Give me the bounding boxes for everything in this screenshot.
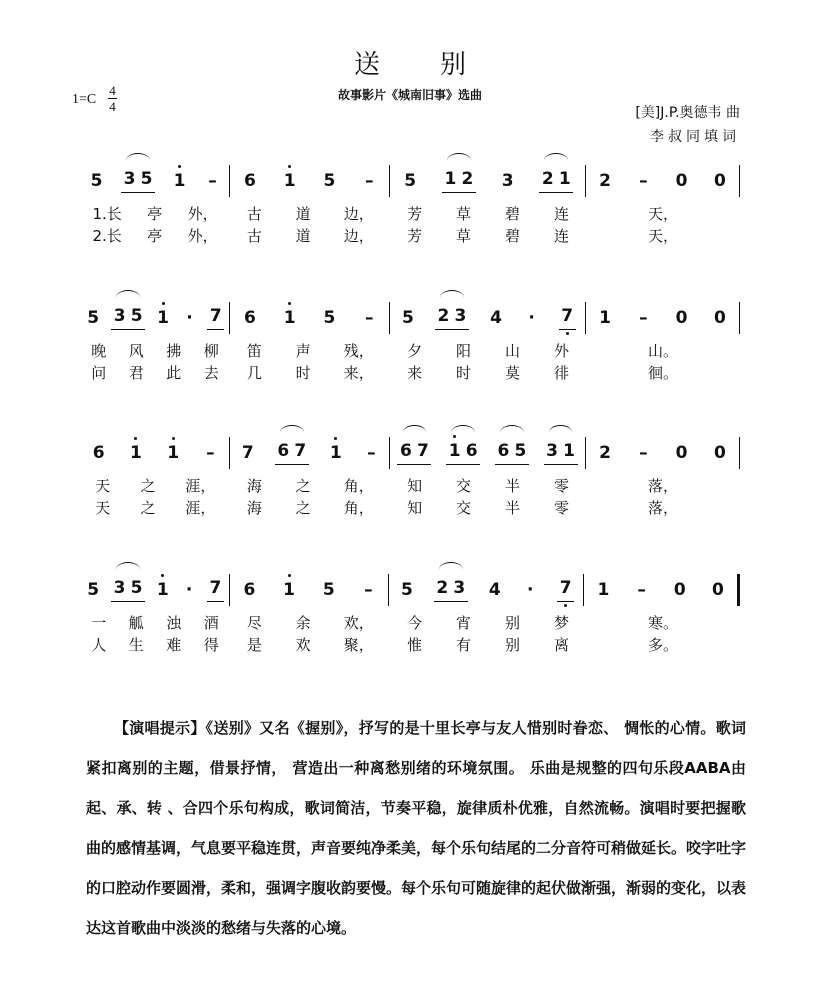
note: 2 (541, 169, 554, 189)
dash: – (367, 443, 376, 463)
high-octave-dot (288, 302, 291, 305)
lyric-syllable: 几 (246, 363, 262, 382)
lyric-syllable: 零 (553, 476, 569, 495)
lyric-syllable: 时 (295, 363, 311, 382)
lyric-syllable: 莫 (504, 363, 520, 382)
lyric-syllable: 交 (456, 476, 472, 495)
lyric-syllable: 浊 (166, 613, 182, 632)
lyric-syllable: 半 (504, 498, 520, 517)
lyrics-row (80, 633, 740, 655)
measure (80, 166, 229, 196)
lyric-syllable: 别 (504, 635, 520, 654)
lyric-syllable: 知 (407, 476, 423, 495)
lyric-syllable: 交 (456, 498, 472, 517)
lyric-syllable: 半 (504, 476, 520, 495)
note: 0 (673, 580, 686, 600)
lyric-syllable: 笛 (246, 341, 262, 360)
lyric-syllable: 徊。 (647, 363, 678, 382)
note: 3 (453, 578, 466, 598)
lyric-syllable: 知 (407, 498, 423, 517)
lyric-syllable: 有 (456, 635, 472, 654)
lyrics-row (80, 339, 740, 361)
slur (549, 425, 573, 440)
note: 6 (465, 441, 478, 461)
measure (230, 303, 389, 333)
note: 1 (281, 308, 298, 328)
eighth-note-group (207, 306, 224, 330)
note: 3 (546, 441, 558, 461)
lyric-measure (80, 340, 230, 361)
high-octave-dot (334, 437, 337, 440)
lyric-syllable: 声 (295, 341, 311, 360)
lyric-syllable: 拂 (166, 341, 182, 360)
lyric-syllable: 余 (295, 613, 311, 632)
eighth-note-group (397, 441, 431, 465)
lyric-syllable: 问 (91, 363, 107, 382)
note: 1 (155, 308, 172, 328)
dash: – (364, 171, 374, 191)
lyric-syllable: 芳 (407, 204, 423, 223)
lyric-syllable: 柳 (203, 341, 219, 360)
lyric-syllable: 欢 (295, 635, 311, 654)
lyric-measure (390, 225, 586, 246)
eighth-note-group (111, 578, 145, 602)
lyric-syllable: 尽 (246, 613, 262, 632)
lyric-measure (230, 612, 390, 633)
lyric-syllable: 海 (246, 498, 262, 517)
eighth-note-group (435, 306, 469, 330)
note: 2 (599, 443, 611, 463)
note: 0 (713, 443, 726, 463)
lyricist-credit: 李叔同填词 (650, 129, 740, 145)
note: 7 (294, 441, 307, 461)
note: 0 (675, 308, 688, 328)
slur (403, 425, 427, 440)
augmentation-dot: · (526, 580, 534, 600)
note: 1 (327, 443, 344, 463)
lyric-syllable: 草 (456, 204, 472, 223)
augmentation-dot: · (186, 308, 193, 328)
note: 1 (446, 441, 463, 461)
note: 6 (244, 308, 256, 328)
note: 7 (209, 578, 222, 598)
dash: – (639, 443, 648, 463)
lyric-syllable: 1.长 (92, 204, 122, 223)
high-octave-dot (178, 165, 181, 168)
music-system (80, 438, 740, 518)
time-signature (108, 84, 117, 113)
lyric-measure (80, 497, 230, 518)
note: 0 (711, 580, 724, 600)
lyric-syllable: 角， (343, 498, 374, 517)
slur (451, 425, 475, 440)
lyric-syllable: 落， (647, 498, 678, 517)
note: 7 (241, 443, 254, 463)
notes-row (80, 166, 740, 196)
eighth-note-group (275, 441, 309, 465)
lyric-syllable: 来， (343, 363, 374, 382)
lyric-syllable: 之 (295, 476, 311, 495)
lyric-syllable: 酒 (203, 613, 219, 632)
lyric-syllable: 时 (456, 363, 472, 382)
lyric-syllable: 欢， (343, 613, 374, 632)
note: 6 (243, 580, 256, 600)
lyric-syllable: 多。 (647, 635, 678, 654)
lyric-syllable: 古 (246, 226, 262, 245)
song-title: 送别 (353, 50, 526, 80)
composer-credit: [美]J.P.奥德韦 曲 (635, 105, 740, 121)
slur (126, 153, 150, 168)
key-signature: 1=C (72, 92, 97, 107)
lyric-syllable: 人 (91, 635, 107, 654)
note: 5 (323, 171, 336, 191)
note: 1 (171, 171, 188, 191)
lyric-syllable: 外 (553, 341, 569, 360)
augmentation-dot: · (185, 580, 193, 600)
lyric-measure (80, 203, 230, 224)
music-system (80, 575, 740, 655)
note: 0 (675, 443, 688, 463)
lyric-measure (586, 203, 740, 224)
lyric-syllable: 徘 (553, 363, 569, 382)
lyric-measure (586, 475, 740, 496)
note: 5 (322, 580, 335, 600)
slur (500, 425, 524, 440)
high-octave-dot (162, 302, 165, 305)
barline (739, 437, 740, 469)
note: 1 (154, 580, 171, 600)
lyric-syllable: 2.长 (92, 226, 122, 245)
lyric-syllable: 连 (553, 204, 569, 223)
lyric-syllable: 外， (187, 226, 218, 245)
dash: – (364, 308, 374, 328)
lyric-measure (390, 362, 586, 383)
measure (586, 303, 739, 333)
eighth-note-group (539, 169, 573, 193)
notes-row (80, 575, 740, 605)
note: 6 (92, 443, 105, 463)
lyric-syllable: 落， (647, 476, 678, 495)
lyric-syllable: 离 (553, 635, 569, 654)
dash: – (206, 443, 215, 463)
lyric-measure (230, 225, 390, 246)
music-system (80, 303, 740, 383)
measure (230, 575, 389, 605)
lyric-syllable: 别 (504, 613, 520, 632)
lyric-syllable: 天， (647, 204, 678, 223)
slur (439, 562, 463, 577)
note: 5 (140, 169, 153, 189)
lyric-measure (390, 475, 586, 496)
high-octave-dot (288, 165, 291, 168)
lyric-measure (80, 634, 230, 655)
lyric-measure (586, 497, 740, 518)
lyric-syllable: 晚 (91, 341, 107, 360)
lyric-syllable: 道 (295, 204, 311, 223)
lyric-syllable: 外， (187, 204, 218, 223)
note: 7 (209, 306, 222, 326)
high-octave-dot (161, 574, 164, 577)
note: 3 (123, 169, 136, 189)
lyric-syllable: 芳 (407, 226, 423, 245)
lyrics-row (80, 611, 740, 633)
lyric-syllable: 残， (343, 341, 374, 360)
lyric-measure (80, 225, 230, 246)
lyric-measure (230, 362, 390, 383)
note: 0 (713, 308, 726, 328)
dash: – (639, 171, 648, 191)
note: 5 (90, 171, 103, 191)
lyric-syllable: 天， (647, 226, 678, 245)
lyric-measure (586, 225, 740, 246)
lyric-syllable: 梦 (553, 613, 569, 632)
lyric-syllable: 连 (553, 226, 569, 245)
note: 1 (165, 443, 182, 463)
lyrics-row (80, 361, 740, 383)
measure (389, 575, 583, 605)
lyric-syllable: 宵 (456, 613, 472, 632)
measure (230, 166, 389, 196)
note: 1 (281, 171, 298, 191)
augmentation-dot: · (528, 308, 535, 328)
lyric-measure (80, 362, 230, 383)
dash: – (637, 580, 646, 600)
note: 5 (130, 306, 143, 326)
lyric-syllable: 碧 (504, 204, 520, 223)
lyric-measure (390, 203, 586, 224)
lyric-syllable: 山。 (647, 341, 678, 360)
slur (280, 425, 304, 440)
barline (739, 302, 740, 334)
eighth-note-group (559, 306, 576, 330)
low-octave-dot (566, 332, 569, 335)
lyric-syllable: 觚 (128, 613, 144, 632)
lyrics-row (80, 474, 740, 496)
lyric-measure (390, 612, 586, 633)
note: 3 (454, 306, 467, 326)
note: 1 (127, 443, 144, 463)
lyric-syllable: 一 (91, 613, 107, 632)
eighth-note-group (442, 169, 476, 193)
lyric-measure (586, 362, 740, 383)
notes-row (80, 438, 740, 468)
measure (586, 438, 739, 468)
lyric-syllable: 惟 (407, 635, 423, 654)
final-barline (737, 574, 740, 606)
lyric-syllable: 之 (140, 476, 156, 495)
eighth-note-group (495, 441, 529, 465)
note: 3 (501, 171, 514, 191)
lyric-syllable: 来 (407, 363, 423, 382)
note: 2 (436, 578, 449, 598)
note: 4 (490, 308, 502, 328)
lyric-syllable: 得 (203, 635, 219, 654)
eighth-note-group (434, 578, 468, 602)
note: 6 (244, 171, 256, 191)
note: 5 (401, 308, 414, 328)
measure (390, 438, 585, 468)
lyric-syllable: 夕 (407, 341, 423, 360)
dash: – (639, 308, 648, 328)
lyric-syllable: 君 (128, 363, 144, 382)
note: 6 (400, 441, 412, 461)
slur (116, 562, 140, 577)
measure (390, 303, 585, 333)
lyric-measure (586, 612, 740, 633)
music-system (80, 166, 740, 246)
lyric-measure (390, 634, 586, 655)
lyric-syllable: 难 (166, 635, 182, 654)
lyric-syllable: 道 (295, 226, 311, 245)
slur (440, 290, 464, 305)
note: 2 (437, 306, 450, 326)
note: 1 (281, 580, 298, 600)
note: 1 (444, 169, 457, 189)
lyric-syllable: 寒。 (647, 613, 678, 632)
note: 0 (675, 171, 688, 191)
lyric-syllable: 此 (166, 363, 182, 382)
lyric-measure (230, 340, 390, 361)
barline (739, 165, 740, 197)
lyric-measure (230, 475, 390, 496)
note: 1 (597, 580, 610, 600)
notes-row (80, 303, 740, 333)
note: 5 (87, 308, 100, 328)
note: 4 (488, 580, 501, 600)
lyric-syllable: 阳 (456, 341, 472, 360)
lyric-syllable: 之 (140, 498, 156, 517)
lyric-syllable: 零 (553, 498, 569, 517)
note: 7 (417, 441, 429, 461)
lyric-syllable: 是 (246, 635, 262, 654)
note: 5 (130, 578, 143, 598)
high-octave-dot (134, 437, 137, 440)
eighth-note-group (446, 441, 480, 465)
performance-notes: 【演唱提示】《送别》又名《握别》，抒写的是十里长亭与友人惜别时眷恋、 惆怅的心情。歌词紧扣离别的主题，借景抒情， 营造出一种离愁别绪的环境氛围。 乐曲是规整的四句乐段AABA由起、承、转 、合四个乐句构成，歌词简洁，节奏平稳，旋律质朴优雅，自然流畅。演唱时要把握歌曲的感情基调，气息要平稳连贯，声音要纯净柔美，每个乐句结尾的二分音符可稍做延长。咬字吐字的口腔动作要圆滑，柔和，强调字腹收韵要慢。每个乐句可随旋律的起伏做渐强，渐弱的变化，以表达这首歌曲中淡淡的愁绪与失落的心境。 (86, 719, 747, 937)
lyric-syllable: 天 (95, 476, 111, 495)
dash: – (208, 171, 217, 191)
lyric-measure (230, 634, 390, 655)
note: 2 (461, 169, 474, 189)
measure (586, 166, 739, 196)
note: 7 (557, 578, 574, 598)
high-octave-dot (172, 437, 175, 440)
lyric-syllable: 亭 (147, 226, 163, 245)
note: 3 (113, 578, 126, 598)
lyric-syllable: 天 (95, 498, 111, 517)
note: 6 (497, 441, 510, 461)
lyric-syllable: 边， (343, 204, 374, 223)
lyric-syllable: 碧 (504, 226, 520, 245)
dash: – (364, 580, 373, 600)
note: 5 (400, 580, 413, 600)
lyric-measure (586, 634, 740, 655)
note: 5 (514, 441, 527, 461)
eighth-note-group (544, 441, 578, 465)
note: 6 (277, 441, 290, 461)
slur (116, 290, 140, 305)
lyric-syllable: 聚， (343, 635, 374, 654)
note: 5 (323, 308, 336, 328)
slur (544, 153, 568, 168)
note: 0 (713, 171, 726, 191)
lyric-syllable: 生 (128, 635, 144, 654)
note: 5 (87, 580, 100, 600)
note: 1 (563, 441, 575, 461)
eighth-note-group (121, 169, 155, 193)
lyric-syllable: 角， (343, 476, 374, 495)
measure (80, 438, 229, 468)
note: 1 (599, 308, 611, 328)
eighth-note-group (557, 578, 574, 602)
eighth-note-group (207, 578, 224, 602)
lyric-syllable: 古 (246, 204, 262, 223)
lyric-syllable: 去 (203, 363, 219, 382)
lyrics-row (80, 224, 740, 246)
lyrics-row (80, 496, 740, 518)
lyric-measure (230, 497, 390, 518)
measure (230, 438, 389, 468)
measure (584, 575, 737, 605)
lyrics-row (80, 202, 740, 224)
lyric-syllable: 草 (456, 226, 472, 245)
note: 5 (404, 171, 417, 191)
time-signature-bottom: 4 (109, 99, 116, 114)
lyric-syllable: 涯， (185, 476, 216, 495)
measure (390, 166, 585, 196)
eighth-note-group (111, 306, 145, 330)
lyric-syllable: 亭 (147, 204, 163, 223)
note: 3 (113, 306, 126, 326)
lyric-syllable: 海 (246, 476, 262, 495)
lyric-syllable: 之 (295, 498, 311, 517)
lyric-syllable: 风 (128, 341, 144, 360)
lyric-syllable: 今 (407, 613, 423, 632)
slur (447, 153, 471, 168)
measure (80, 575, 229, 605)
lyric-measure (390, 340, 586, 361)
lyric-measure (230, 203, 390, 224)
measure (80, 303, 229, 333)
time-signature-top: 4 (109, 83, 116, 98)
note: 2 (599, 171, 611, 191)
note: 1 (558, 169, 571, 189)
lyric-syllable: 边， (343, 226, 374, 245)
lyric-syllable: 涯， (185, 498, 216, 517)
lyric-measure (586, 340, 740, 361)
lyric-measure (80, 612, 230, 633)
song-subtitle: 故事影片《城南旧事》选曲 (337, 88, 482, 102)
lyric-measure (80, 475, 230, 496)
lyric-syllable: 山 (504, 341, 520, 360)
lyric-measure (390, 497, 586, 518)
note: 7 (559, 306, 576, 326)
high-octave-dot (288, 574, 291, 577)
